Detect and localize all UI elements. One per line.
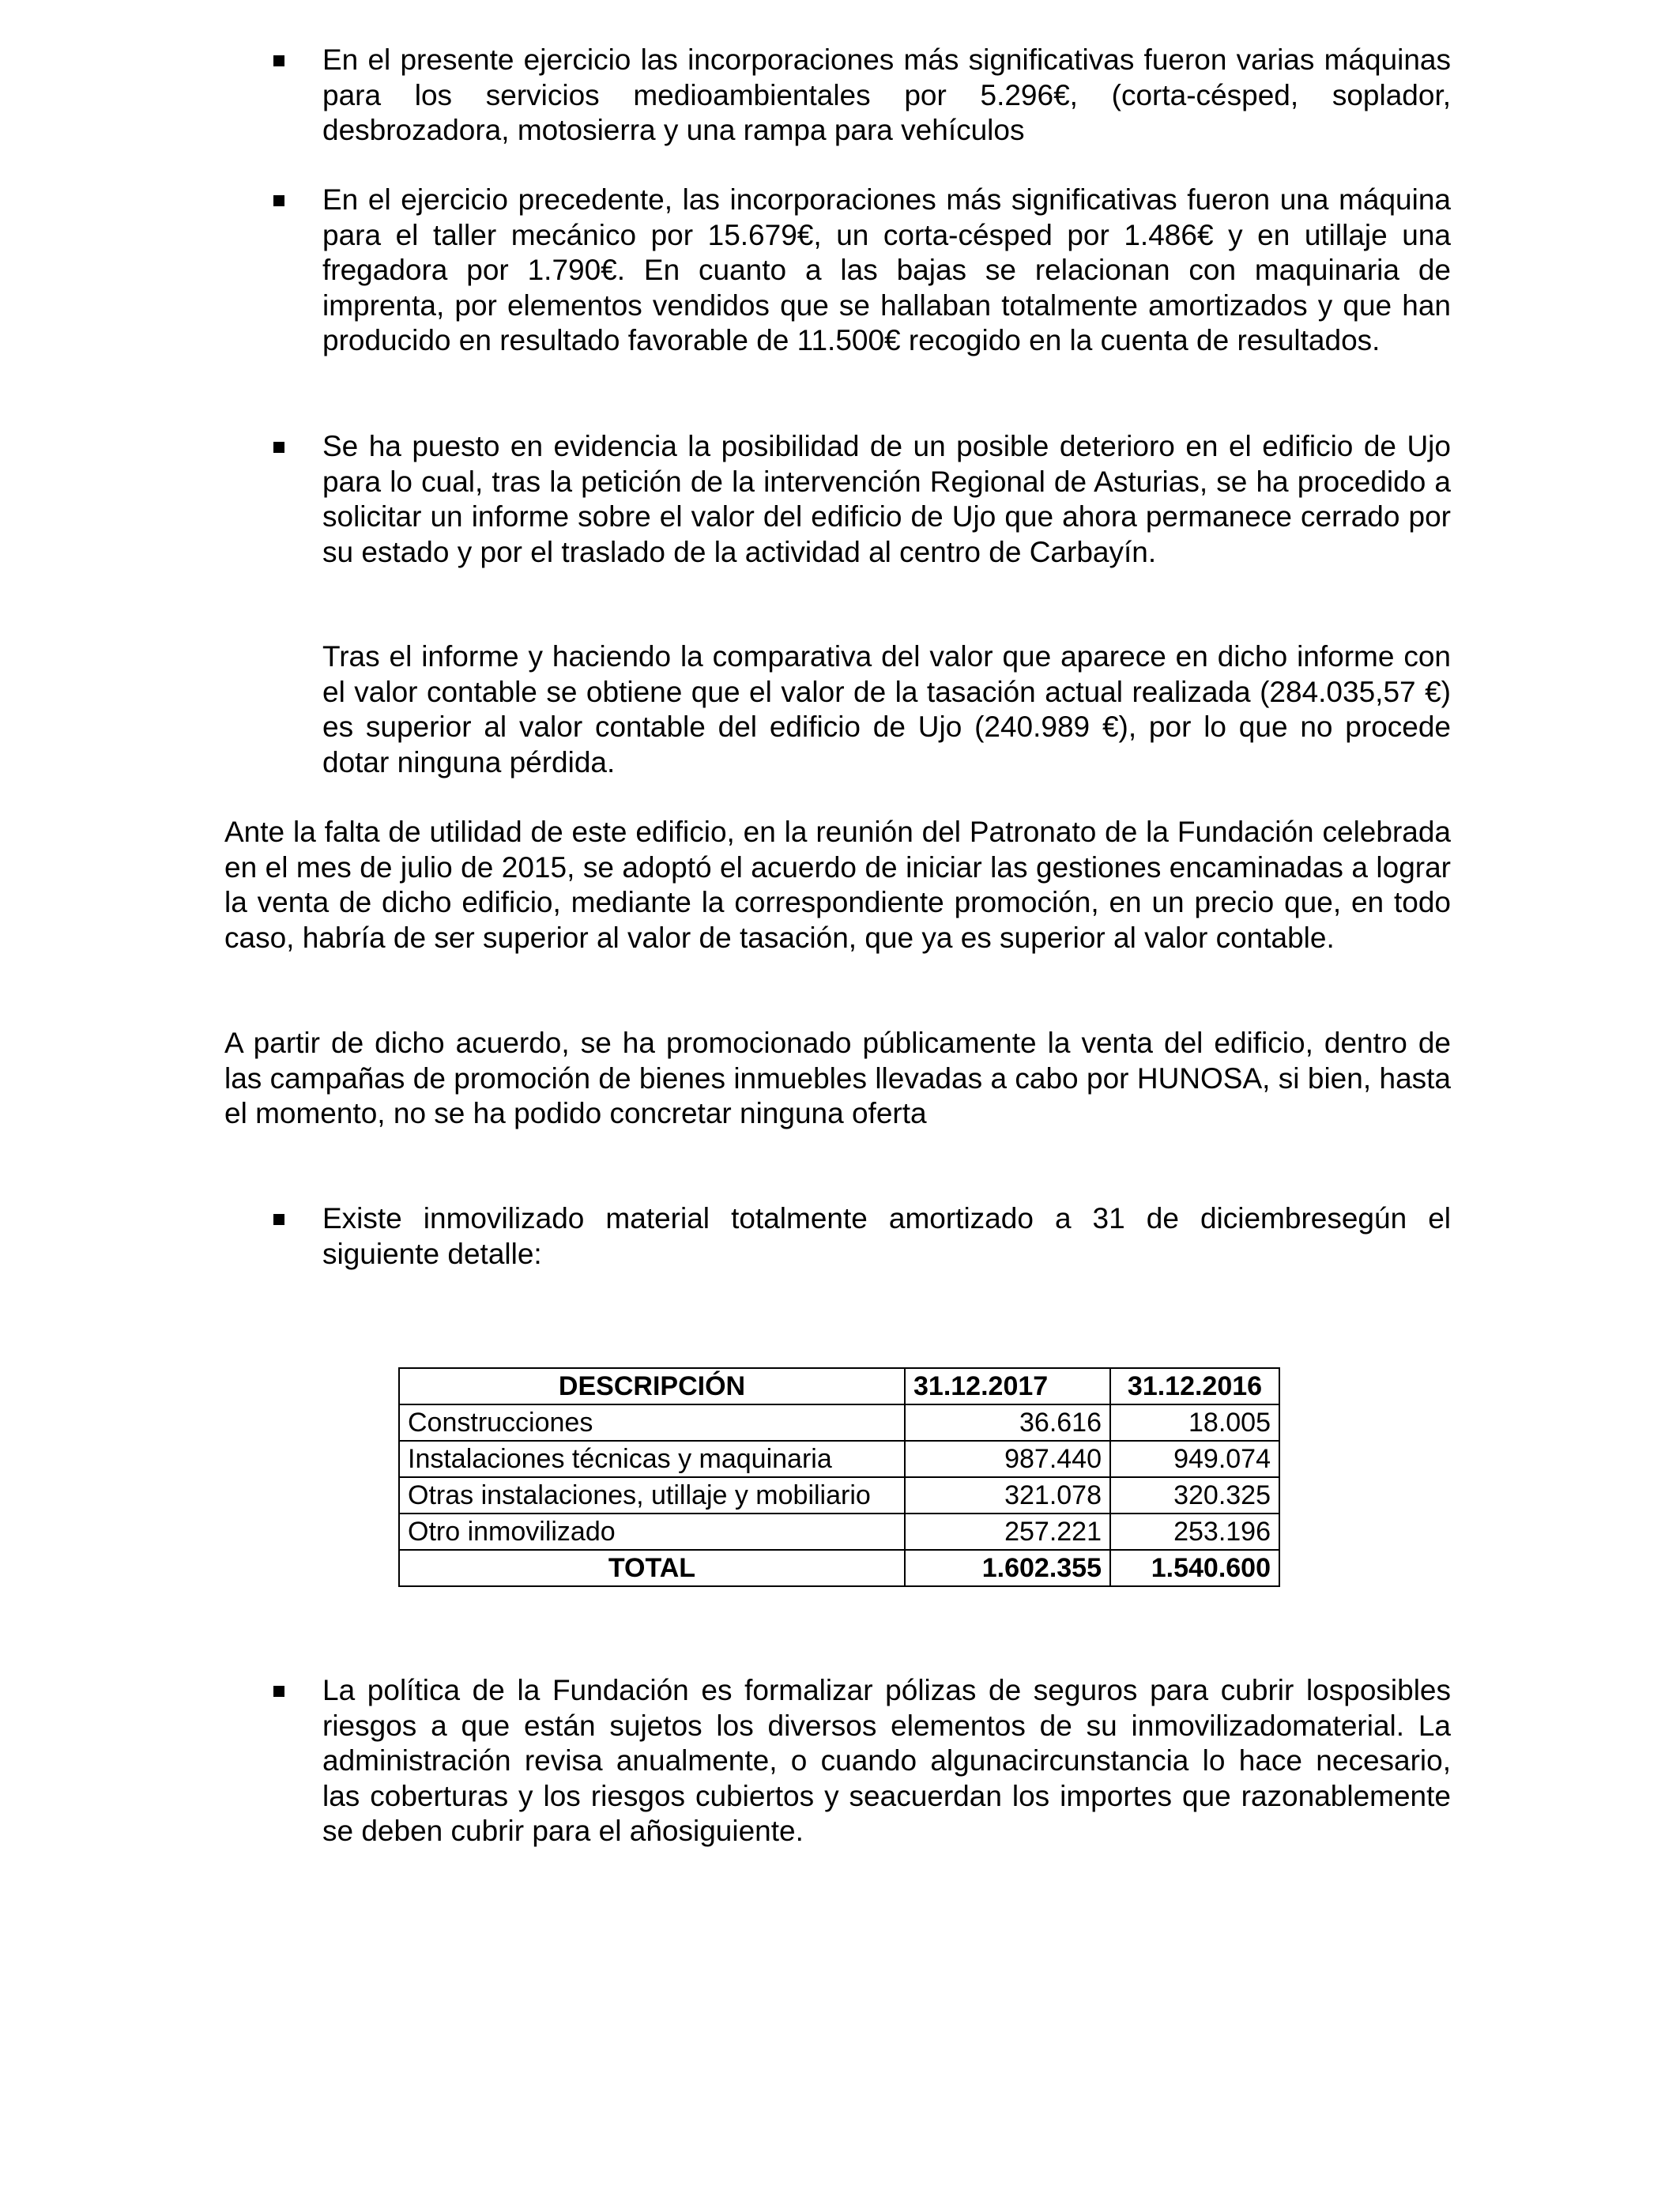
- body-paragraph: Ante la falta de utilidad de este edificio, en la reunión del Patronato de la Fundación celebrada en el mes de julio de 2015, se adoptó el acuerdo de iniciar las gestiones encaminadas a lograr la venta de dicho edificio, mediante la correspondiente promoción, en un precio que, en todo caso, habría de ser superior al valor de tasación, que ya es superior al valor contable.: [224, 816, 1451, 954]
- square-bullet-icon: [273, 1686, 284, 1697]
- square-bullet-icon: [273, 55, 284, 66]
- bullet-text: La política de la Fundación es formalizar pólizas de seguros para cubrir losposibles riesgos a que están sujetos los diversos elementos de su inmovilizadomaterial. La administración revisa anualmente, o cuando algunacircunstancia lo hace necesario, las coberturas y los riesgos cubiertos y seacuerdan los importes que razonablemente se deben cubrir para el añosiguiente.: [322, 1674, 1451, 1847]
- value-2016: 320.325: [1110, 1477, 1279, 1514]
- bullet-text: En el presente ejercicio las incorporaciones más significativas fueron varias máquinas para los servicios medioambientales por 5.296€, (corta-césped, soplador, desbrozadora, motosierra y una rampa para vehículos: [322, 43, 1451, 146]
- table-header-row: [399, 1368, 1279, 1404]
- row-description: Otras instalaciones, utillaje y mobiliario: [399, 1477, 905, 1514]
- table-row: [399, 1441, 1279, 1477]
- square-bullet-icon: [273, 442, 284, 453]
- square-bullet-icon: [273, 1214, 284, 1225]
- table-total-row: [399, 1550, 1279, 1586]
- bullet-text: Existe inmovilizado material totalmente amortizado a 31 de diciembresegún el siguiente detalle:: [322, 1202, 1451, 1270]
- table-row: [399, 1514, 1279, 1550]
- bullet-text: Se ha puesto en evidencia la posibilidad de un posible deterioro en el edificio de Ujo para lo cual, tras la petición de la intervención Regional de Asturias, se ha procedido a solicitar un informe sobre el valor del edificio de Ujo que ahora permanece cerrado por su estado y por el traslado de la actividad al centro de Carbayín.: [322, 430, 1451, 568]
- table-row: [399, 1404, 1279, 1441]
- column-header-description: DESCRIPCIÓN: [399, 1368, 905, 1404]
- row-description: Construcciones: [399, 1404, 905, 1441]
- value-2016: 949.074: [1110, 1441, 1279, 1477]
- square-bullet-icon: [273, 195, 284, 206]
- bullet-text: En el ejercicio precedente, las incorporaciones más significativas fueron una máquina para el taller mecánico por 15.679€, un corta-césped por 1.486€ y en utillaje una fregadora por 1.790€. En cuanto a las bajas se relacionan con maquinaria de imprenta, por elementos vendidos que se hallaban totalmente amortizados y que han producido en resultado favorable de 11.500€ recogido en la cuenta de resultados.: [322, 183, 1451, 356]
- column-header-2016: 31.12.2016: [1110, 1368, 1279, 1404]
- value-2017: 987.440: [905, 1441, 1110, 1477]
- total-label: TOTAL: [399, 1550, 905, 1586]
- table-row: [399, 1477, 1279, 1514]
- column-header-2017: 31.12.2017: [905, 1368, 1110, 1404]
- bullet-continuation: Tras el informe y haciendo la comparativa del valor que aparece en dicho informe con el valor contable se obtiene que el valor de la tasación actual realizada (284.035,57 €) es superior al valor contable del edificio de Ujo (240.989 €), por lo que no procede dotar ninguna pérdida.: [322, 640, 1451, 778]
- value-2016: 18.005: [1110, 1404, 1279, 1441]
- value-2017: 36.616: [905, 1404, 1110, 1441]
- row-description: Otro inmovilizado: [399, 1514, 905, 1550]
- total-2017: 1.602.355: [905, 1550, 1110, 1586]
- total-2016: 1.540.600: [1110, 1550, 1279, 1586]
- row-description: Instalaciones técnicas y maquinaria: [399, 1441, 905, 1477]
- fully-amortized-assets-table: [398, 1367, 1280, 1587]
- value-2017: 257.221: [905, 1514, 1110, 1550]
- value-2016: 253.196: [1110, 1514, 1279, 1550]
- value-2017: 321.078: [905, 1477, 1110, 1514]
- body-paragraph: A partir de dicho acuerdo, se ha promocionado públicamente la venta del edificio, dentro de las campañas de promoción de bienes inmuebles llevadas a cabo por HUNOSA, si bien, hasta el momento, no se ha podido concretar ninguna oferta: [224, 1027, 1451, 1129]
